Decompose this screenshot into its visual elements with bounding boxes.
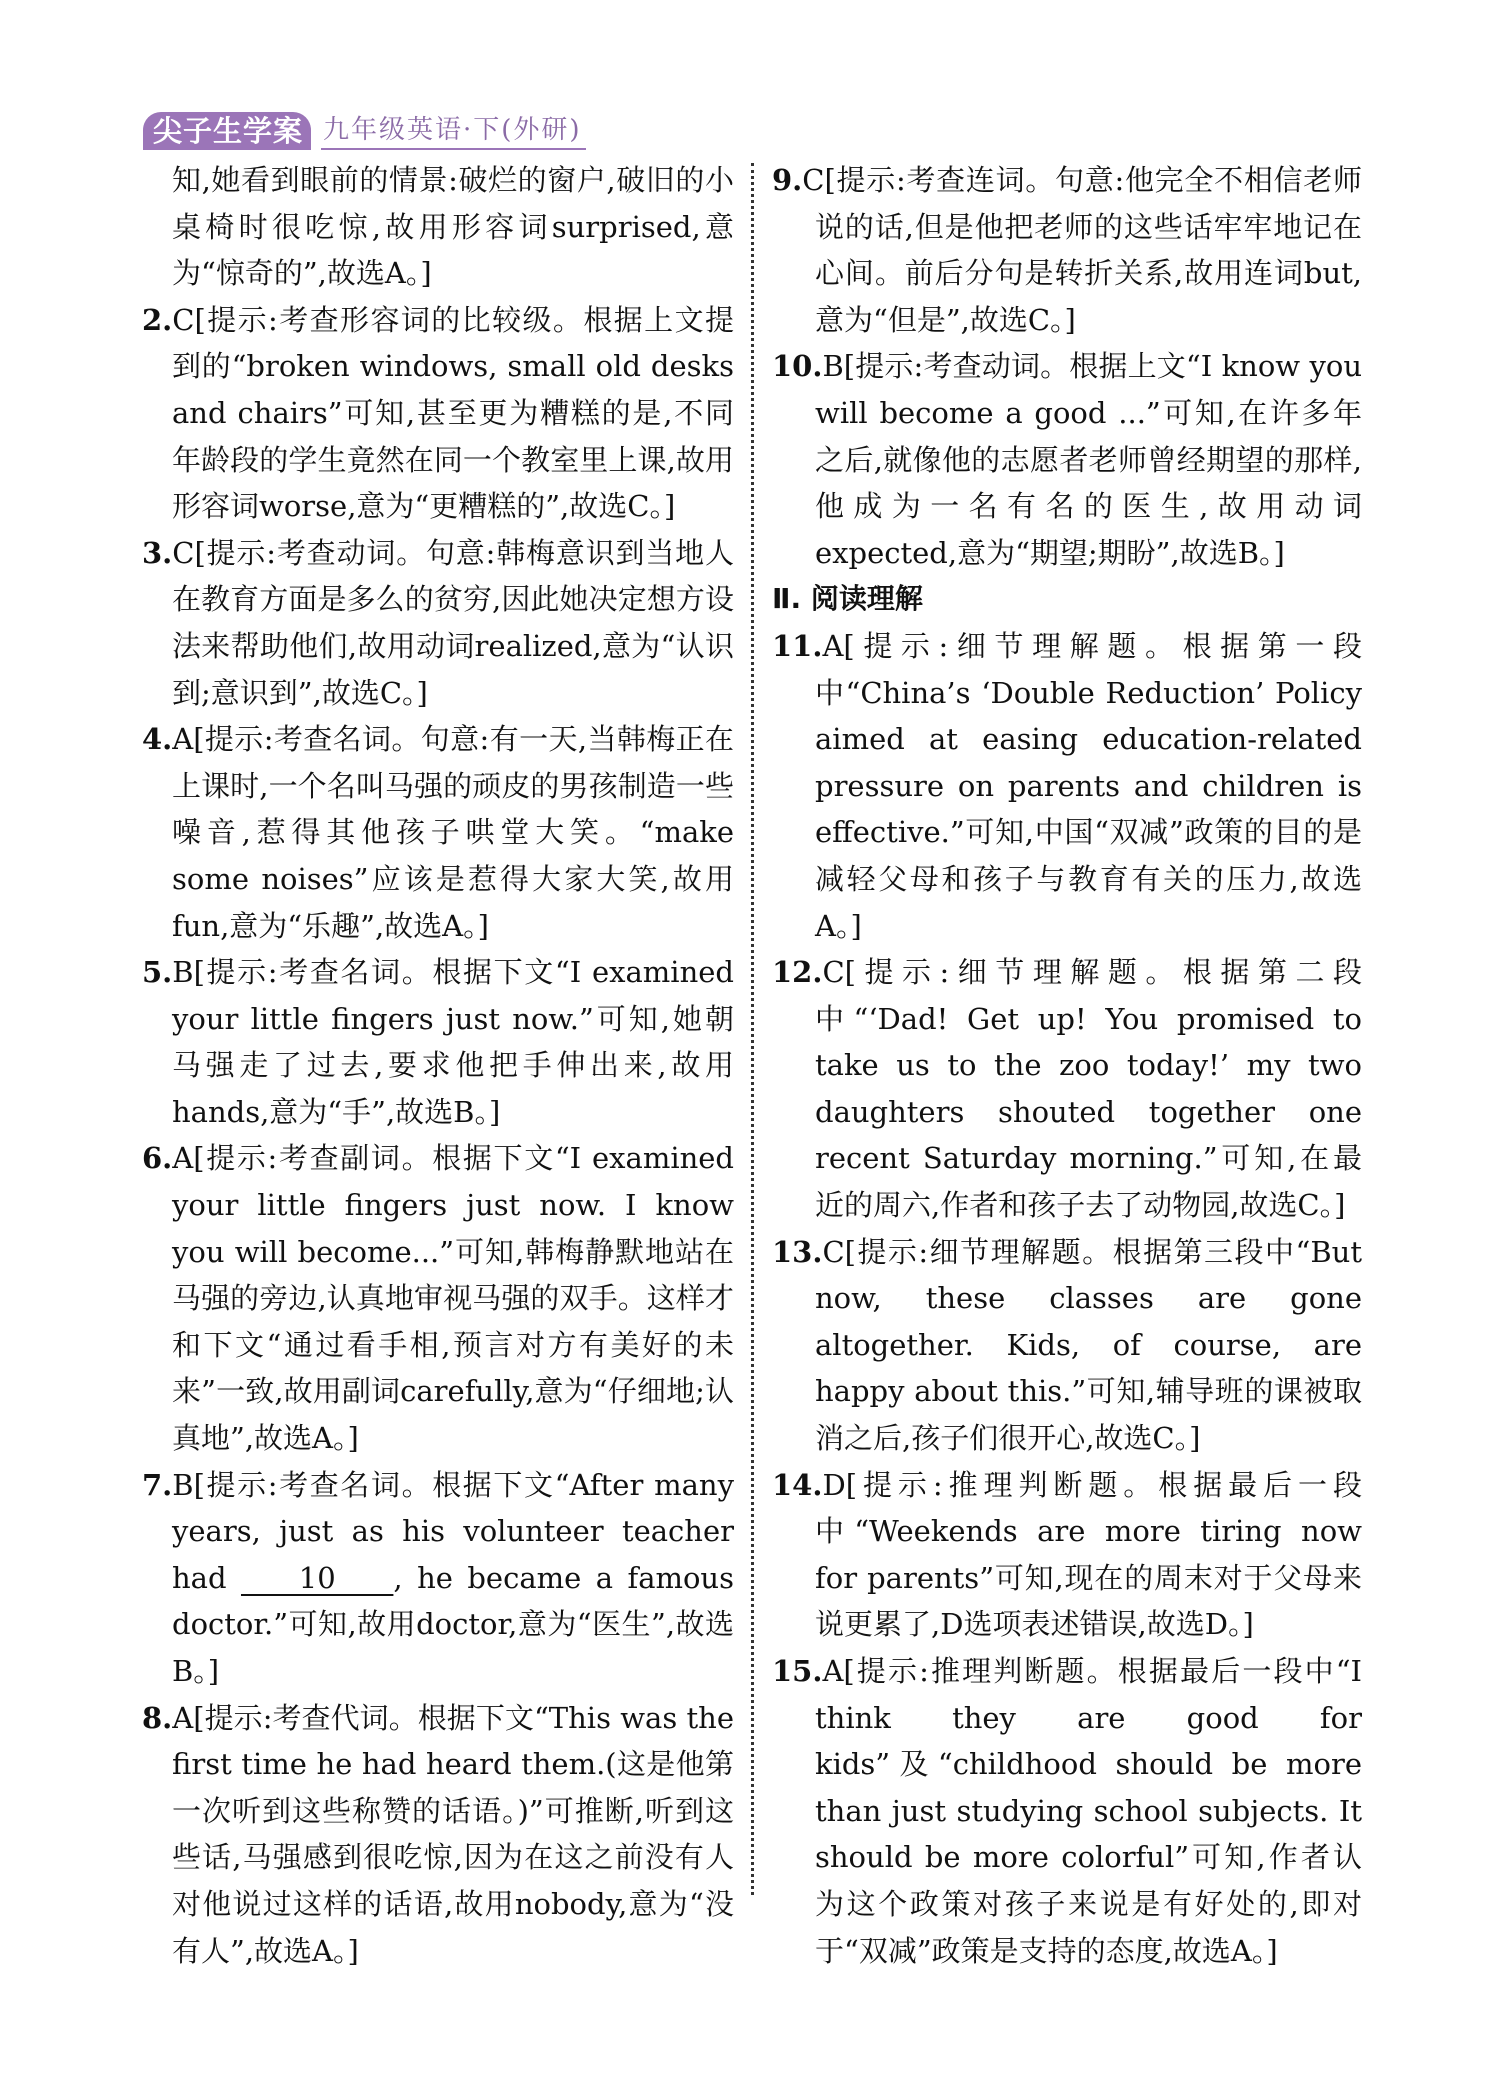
item-text-after: , he became a famous doctor.”可知,故用doctor,意为“医生”,故选B。] [172, 1560, 734, 1688]
answer-item-7 [142, 1462, 734, 1695]
item-text: C[提示:细节理解题。根据第三段中“But now, these classes are gone altogether. Kids, of course, are happy about this.”可知,辅导班的课被取消之后,孩子们很开心,故选C。] [815, 1234, 1362, 1456]
item-text: B[提示:考查名词。根据下文“I examined your little fingers just now.”可知,她朝马强走了过去,要求他把手伸出来,故用hands,意为“手”,故选B。] [172, 955, 734, 1129]
item-number: 4. [142, 722, 173, 757]
item-text: C[提示:细节理解题。根据第二段中“‘Dad! Get up! You promised to take us to the zoo today!’ my two daughters shouted together one recent Saturday morning.”可知,在最近的周六,作者和孩子去了动物园,故选C。] [815, 955, 1362, 1223]
item-number: 3. [142, 535, 173, 570]
answer-item-12 [772, 949, 1362, 1229]
left-column [142, 157, 734, 1974]
answer-item-1-continuation: 知,她看到眼前的情景:破烂的窗户,破旧的小桌椅时很吃惊,故用形容词surprised,意为“惊奇的”,故选A。] [172, 163, 734, 291]
blank-number-10: 10 [240, 1560, 394, 1595]
answer-item-2 [142, 297, 734, 530]
answer-item-4 [142, 716, 734, 949]
item-text: A[提示:考查代词。根据下文“This was the first time he had heard them.(这是他第一次听到这些称赞的话语。)”可推断,听到这些话,马强感到很吃惊,因为在这之前没有人对他说过这样的话语,故用nobody,意为“没有人”,故选A。] [172, 1700, 734, 1968]
item-number: 15. [772, 1654, 823, 1688]
item-text: D[提示:推理判断题。根据最后一段中“Weekends are more tiring now for parents”可知,现在的周末对于父母来说更累了,D选项表述错误,故选D。] [815, 1467, 1362, 1642]
item-text: A[提示:考查副词。根据下文“I examined your little fingers just now. I know you will become...”可知,韩梅静默地站在马强的旁边,认真地审视马强的双手。这样才和下文“通过看手相,预言对方有美好的未来”一致,故用副词carefully,意为“仔细地;认真地”,故选A。] [172, 1141, 734, 1456]
item-number: 9. [772, 163, 803, 197]
answer-item-14 [772, 1462, 1362, 1648]
item-number: 8. [142, 1700, 173, 1735]
item-number: 7. [142, 1467, 173, 1502]
answer-item-10 [772, 343, 1362, 576]
answer-item-15 [772, 1648, 1362, 1974]
item-number: 14. [772, 1467, 823, 1502]
item-number: 11. [772, 628, 823, 663]
answer-item-6 [142, 1135, 734, 1461]
section-title-reading: Ⅱ. 阅读理解 [772, 582, 923, 616]
column-divider [751, 163, 754, 1895]
item-number: 5. [142, 955, 173, 990]
answer-item-5 [142, 949, 734, 1135]
right-column [772, 157, 1362, 1974]
item-number: 13. [772, 1234, 823, 1269]
answer-item-8 [142, 1695, 734, 1975]
item-text: A[提示:考查名词。句意:有一天,当韩梅正在上课时,一个名叫马强的顽皮的男孩制造一些噪音,惹得其他孩子哄堂大笑。“make some noises”应该是惹得大家大笑,故用fun,意为“乐趣”,故选A。] [172, 722, 734, 943]
book-subtitle: 九年级英语·下(外研) [321, 112, 586, 150]
answer-item-13 [772, 1229, 1362, 1462]
item-text: B[提示:考查动词。根据上文“I know you will become a good ...”可知,在许多年之后,就像他的志愿者老师曾经期望的那样,他成为一名有名的医生,故用动词expected,意为“期望;期盼”,故选B。] [815, 349, 1362, 570]
item-text: A[提示:细节理解题。根据第一段中“China’s ‘Double Reduction’ Policy aimed at easing education-related pressure on parents and children is effective.”可知,中国“双减”政策的目的是减轻父母和孩子与教育有关的压力,故选A。] [815, 628, 1362, 943]
brand-badge: 尖子生学案 [143, 112, 311, 150]
item-number: 2. [142, 302, 173, 337]
item-text: C[提示:考查形容词的比较级。根据上文提到的“broken windows, small old desks and chairs”可知,甚至更为糟糕的是,不同年龄段的学生竟然在同一个教室里上课,故用形容词worse,意为“更糟糕的”,故选C。] [172, 302, 734, 524]
item-text: A[提示:推理判断题。根据最后一段中“I think they are good for kids”及“childhood should be more than just studying school subjects. It should be more colorful”可知,作者认为这个政策对孩子来说是有好处的,即对于“双减”政策是支持的态度,故选A。] [815, 1654, 1362, 1968]
item-text: B[提示:考查名词。根据下文“After many years, just as his volunteer teacher had [172, 1467, 734, 1595]
answer-item-11 [772, 623, 1362, 949]
item-text: C[提示:考查连词。句意:他完全不相信老师说的话,但是他把老师的这些话牢牢地记在心间。前后分句是转折关系,故用连词but,意为“但是”,故选C。] [802, 163, 1362, 337]
page-header [143, 110, 586, 150]
item-number: 10. [772, 349, 823, 384]
item-number: 6. [142, 1141, 173, 1176]
answer-item-3 [142, 530, 734, 716]
item-text: C[提示:考查动词。句意:韩梅意识到当地人在教育方面是多么的贫穷,因此她决定想方设法来帮助他们,故用动词realized,意为“认识到;意识到”,故选C。] [172, 535, 734, 710]
answer-item-9 [772, 157, 1362, 343]
item-number: 12. [772, 955, 823, 990]
